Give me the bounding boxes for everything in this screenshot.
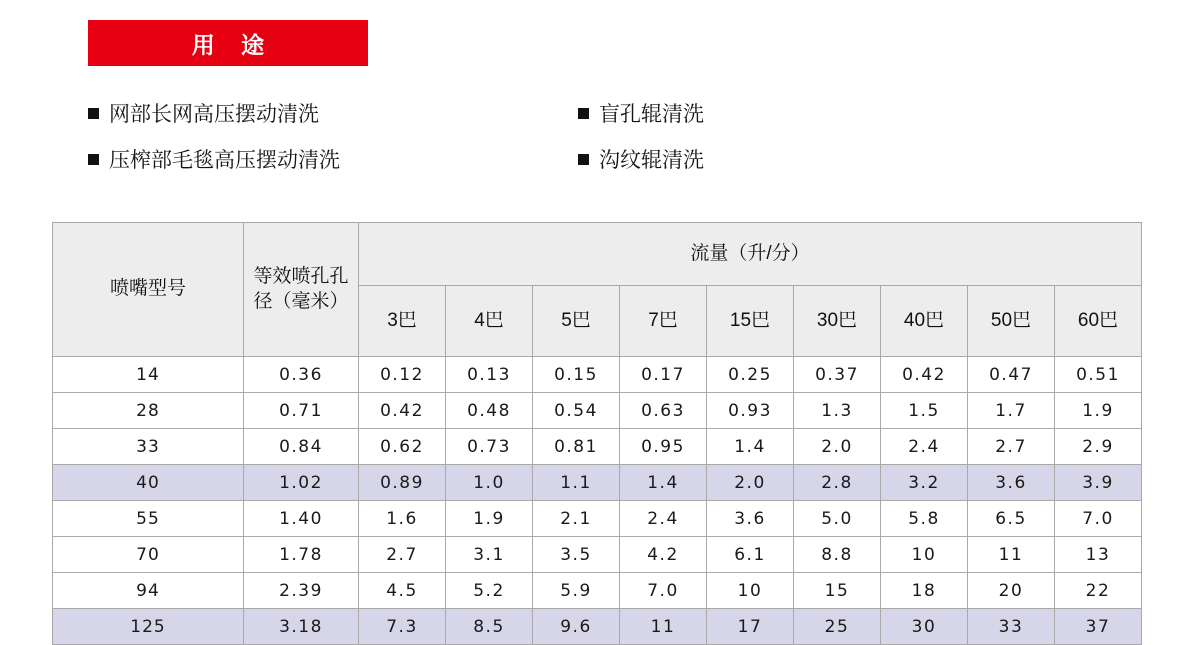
column-header-pressure: 3巴 — [359, 286, 446, 357]
cell-flow: 3.9 — [1055, 465, 1142, 501]
usage-row — [88, 98, 1108, 128]
cell-model: 28 — [53, 393, 244, 429]
cell-flow: 1.6 — [359, 501, 446, 537]
square-bullet-icon — [578, 108, 589, 119]
cell-flow: 0.51 — [1055, 357, 1142, 393]
cell-flow: 33 — [968, 609, 1055, 645]
cell-flow: 4.2 — [620, 537, 707, 573]
cell-flow: 0.47 — [968, 357, 1055, 393]
cell-flow: 30 — [881, 609, 968, 645]
cell-model: 40 — [53, 465, 244, 501]
spec-table — [52, 222, 1142, 645]
cell-flow: 6.5 — [968, 501, 1055, 537]
cell-flow: 9.6 — [533, 609, 620, 645]
cell-flow: 4.5 — [359, 573, 446, 609]
spec-table-wrapper — [52, 222, 1142, 645]
cell-flow: 1.4 — [620, 465, 707, 501]
cell-model: 125 — [53, 609, 244, 645]
table-row — [53, 465, 1142, 501]
spec-table-head — [53, 223, 1142, 357]
table-row — [53, 429, 1142, 465]
cell-flow: 3.1 — [446, 537, 533, 573]
usage-item-label: 沟纹辊清洗 — [599, 149, 704, 172]
spec-table-body — [53, 357, 1142, 645]
cell-flow: 2.0 — [794, 429, 881, 465]
table-row — [53, 357, 1142, 393]
cell-diameter: 1.40 — [244, 501, 359, 537]
column-header-pressure: 60巴 — [1055, 286, 1142, 357]
usage-item — [88, 144, 578, 174]
cell-diameter: 0.71 — [244, 393, 359, 429]
square-bullet-icon — [88, 108, 99, 119]
cell-diameter: 3.18 — [244, 609, 359, 645]
cell-flow: 20 — [968, 573, 1055, 609]
cell-flow: 15 — [794, 573, 881, 609]
usage-row — [88, 144, 1108, 174]
square-bullet-icon — [88, 154, 99, 165]
table-row — [53, 537, 1142, 573]
square-bullet-icon — [578, 154, 589, 165]
usage-banner — [88, 20, 368, 66]
cell-flow: 0.25 — [707, 357, 794, 393]
cell-flow: 1.9 — [446, 501, 533, 537]
usage-item-label: 网部长网高压摆动清洗 — [109, 103, 319, 126]
cell-flow: 0.17 — [620, 357, 707, 393]
column-header-diameter: 等效喷孔孔径（毫米） — [244, 223, 359, 357]
cell-flow: 1.1 — [533, 465, 620, 501]
cell-flow: 5.8 — [881, 501, 968, 537]
cell-diameter: 1.02 — [244, 465, 359, 501]
cell-flow: 22 — [1055, 573, 1142, 609]
cell-flow: 8.5 — [446, 609, 533, 645]
cell-flow: 2.4 — [620, 501, 707, 537]
usage-item-label: 盲孔辊清洗 — [599, 103, 704, 126]
cell-diameter: 0.36 — [244, 357, 359, 393]
column-header-pressure: 4巴 — [446, 286, 533, 357]
cell-flow: 2.7 — [359, 537, 446, 573]
cell-flow: 10 — [707, 573, 794, 609]
cell-flow: 18 — [881, 573, 968, 609]
cell-flow: 0.54 — [533, 393, 620, 429]
cell-flow: 2.9 — [1055, 429, 1142, 465]
cell-flow: 25 — [794, 609, 881, 645]
cell-flow: 2.4 — [881, 429, 968, 465]
cell-flow: 0.42 — [359, 393, 446, 429]
cell-model: 33 — [53, 429, 244, 465]
cell-diameter: 0.84 — [244, 429, 359, 465]
cell-flow: 5.9 — [533, 573, 620, 609]
cell-flow: 1.9 — [1055, 393, 1142, 429]
cell-flow: 3.6 — [707, 501, 794, 537]
cell-flow: 3.2 — [881, 465, 968, 501]
cell-flow: 0.48 — [446, 393, 533, 429]
cell-flow: 6.1 — [707, 537, 794, 573]
column-header-pressure: 7巴 — [620, 286, 707, 357]
column-header-pressure: 30巴 — [794, 286, 881, 357]
cell-flow: 0.89 — [359, 465, 446, 501]
cell-flow: 0.42 — [881, 357, 968, 393]
column-header-pressure: 40巴 — [881, 286, 968, 357]
cell-diameter: 1.78 — [244, 537, 359, 573]
usage-item — [578, 98, 1038, 128]
cell-flow: 1.5 — [881, 393, 968, 429]
cell-flow: 0.95 — [620, 429, 707, 465]
cell-flow: 0.13 — [446, 357, 533, 393]
cell-flow: 7.3 — [359, 609, 446, 645]
column-header-pressure: 15巴 — [707, 286, 794, 357]
cell-flow: 2.7 — [968, 429, 1055, 465]
usage-banner-label: 用 途 — [191, 31, 275, 58]
table-row — [53, 573, 1142, 609]
cell-flow: 11 — [968, 537, 1055, 573]
cell-flow: 37 — [1055, 609, 1142, 645]
cell-flow: 0.73 — [446, 429, 533, 465]
cell-model: 55 — [53, 501, 244, 537]
cell-flow: 3.6 — [968, 465, 1055, 501]
table-row — [53, 393, 1142, 429]
table-row — [53, 501, 1142, 537]
cell-flow: 0.15 — [533, 357, 620, 393]
table-header-row — [53, 223, 1142, 286]
usage-item — [578, 144, 1038, 174]
cell-flow: 3.5 — [533, 537, 620, 573]
cell-flow: 0.81 — [533, 429, 620, 465]
usage-item-label: 压榨部毛毯高压摆动清洗 — [109, 149, 340, 172]
cell-flow: 2.0 — [707, 465, 794, 501]
cell-flow: 1.0 — [446, 465, 533, 501]
cell-flow: 2.1 — [533, 501, 620, 537]
cell-flow: 0.12 — [359, 357, 446, 393]
cell-flow: 7.0 — [1055, 501, 1142, 537]
table-row — [53, 609, 1142, 645]
cell-model: 70 — [53, 537, 244, 573]
cell-model: 14 — [53, 357, 244, 393]
cell-flow: 8.8 — [794, 537, 881, 573]
cell-flow: 1.4 — [707, 429, 794, 465]
usage-list — [88, 98, 1108, 190]
cell-flow: 0.93 — [707, 393, 794, 429]
cell-flow: 5.2 — [446, 573, 533, 609]
cell-flow: 17 — [707, 609, 794, 645]
column-header-model: 喷嘴型号 — [53, 223, 244, 357]
cell-flow: 0.62 — [359, 429, 446, 465]
cell-flow: 1.3 — [794, 393, 881, 429]
cell-flow: 5.0 — [794, 501, 881, 537]
usage-section — [0, 0, 1194, 200]
cell-flow: 11 — [620, 609, 707, 645]
cell-diameter: 2.39 — [244, 573, 359, 609]
cell-flow: 10 — [881, 537, 968, 573]
cell-flow: 0.37 — [794, 357, 881, 393]
cell-flow: 0.63 — [620, 393, 707, 429]
column-header-pressure: 50巴 — [968, 286, 1055, 357]
column-header-pressure: 5巴 — [533, 286, 620, 357]
cell-flow: 13 — [1055, 537, 1142, 573]
cell-flow: 2.8 — [794, 465, 881, 501]
cell-model: 94 — [53, 573, 244, 609]
cell-flow: 1.7 — [968, 393, 1055, 429]
usage-item — [88, 98, 578, 128]
cell-flow: 7.0 — [620, 573, 707, 609]
column-header-flow: 流量（升/分） — [359, 223, 1142, 286]
